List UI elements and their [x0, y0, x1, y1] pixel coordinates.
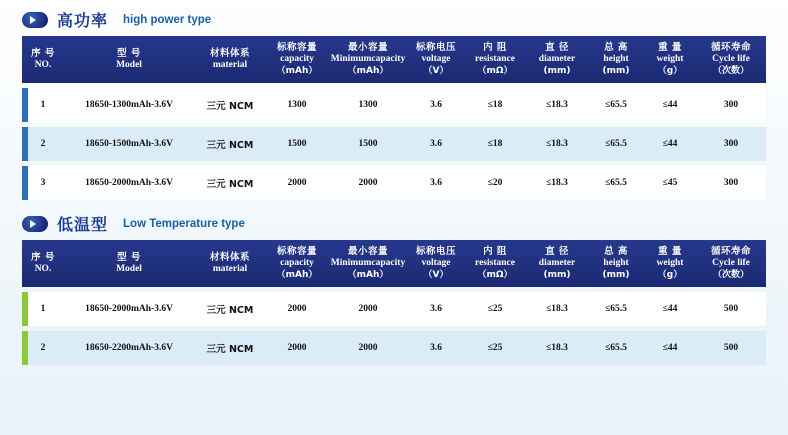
cell-no: 2	[22, 331, 64, 365]
section-title-cn: 低温型	[57, 215, 109, 234]
cell-resistance: ≤18	[464, 127, 526, 161]
cell-capacity: 2000	[266, 166, 328, 200]
cell-voltage: 3.6	[408, 166, 464, 200]
cell-material: 三元 NCM	[194, 166, 266, 200]
col-height: 总 高 height (mm)	[588, 36, 644, 83]
cell-height: ≤65.5	[588, 166, 644, 200]
table-row	[22, 88, 766, 122]
col-resistance: 内 阻 resistance （mΩ）	[464, 36, 526, 83]
table-row	[22, 331, 766, 365]
cell-voltage: 3.6	[408, 127, 464, 161]
cell-diameter: ≤18.3	[526, 127, 588, 161]
cell-voltage: 3.6	[408, 88, 464, 122]
cell-cycle-life: 300	[696, 166, 766, 200]
cell-diameter: ≤18.3	[526, 292, 588, 326]
cell-height: ≤65.5	[588, 292, 644, 326]
cell-no: 3	[22, 166, 64, 200]
col-min-capacity: 最小容量 Minimumcapacity （mAh）	[328, 36, 408, 83]
cell-weight: ≤44	[644, 127, 696, 161]
col-diameter: 直 径 diameter (mm)	[526, 240, 588, 287]
cell-material: 三元 NCM	[194, 127, 266, 161]
cell-model: 18650-1500mAh-3.6V	[64, 127, 194, 161]
cell-min-capacity: 2000	[328, 331, 408, 365]
cell-model: 18650-2000mAh-3.6V	[64, 292, 194, 326]
table-low-temperature	[22, 240, 766, 365]
col-min-capacity: 最小容量 Minimumcapacity （mAh）	[328, 240, 408, 287]
table-row	[22, 127, 766, 161]
col-model: 型 号 Model	[64, 36, 194, 83]
cell-weight: ≤44	[644, 331, 696, 365]
cell-voltage: 3.6	[408, 292, 464, 326]
cell-weight: ≤45	[644, 166, 696, 200]
cell-height: ≤65.5	[588, 88, 644, 122]
cell-resistance: ≤20	[464, 166, 526, 200]
cell-min-capacity: 1500	[328, 127, 408, 161]
cell-cycle-life: 300	[696, 127, 766, 161]
cell-diameter: ≤18.3	[526, 331, 588, 365]
section-header-high-power	[22, 0, 766, 36]
cell-capacity: 2000	[266, 331, 328, 365]
arrow-circle-icon	[22, 12, 48, 28]
cell-resistance: ≤18	[464, 88, 526, 122]
col-no: 序 号 NO.	[22, 240, 64, 287]
col-material: 材料体系 material	[194, 240, 266, 287]
table-row	[22, 166, 766, 200]
cell-diameter: ≤18.3	[526, 166, 588, 200]
col-voltage: 标称电压 voltage （V）	[408, 36, 464, 83]
table-header-row	[22, 240, 766, 287]
cell-capacity: 1500	[266, 127, 328, 161]
col-diameter: 直 径 diameter (mm)	[526, 36, 588, 83]
cell-no: 1	[22, 292, 64, 326]
table-header-row	[22, 36, 766, 83]
arrow-circle-icon	[22, 216, 48, 232]
cell-no: 2	[22, 127, 64, 161]
col-capacity: 标称容量 capacity （mAh）	[266, 240, 328, 287]
cell-cycle-life: 500	[696, 292, 766, 326]
cell-material: 三元 NCM	[194, 88, 266, 122]
col-height: 总 高 height (mm)	[588, 240, 644, 287]
section-title-cn: 高功率	[57, 11, 109, 30]
col-voltage: 标称电压 voltage （V）	[408, 240, 464, 287]
col-no: 序 号 NO.	[22, 36, 64, 83]
cell-min-capacity: 2000	[328, 166, 408, 200]
table-row	[22, 292, 766, 326]
cell-cycle-life: 500	[696, 331, 766, 365]
cell-resistance: ≤25	[464, 292, 526, 326]
col-model: 型 号 Model	[64, 240, 194, 287]
cell-voltage: 3.6	[408, 331, 464, 365]
col-weight: 重 量 weight （g）	[644, 36, 696, 83]
cell-diameter: ≤18.3	[526, 88, 588, 122]
cell-min-capacity: 2000	[328, 292, 408, 326]
cell-cycle-life: 300	[696, 88, 766, 122]
col-cycle-life: 循环寿命 Cycle life （次数）	[696, 240, 766, 287]
section-header-low-temperature	[22, 204, 766, 240]
table-high-power	[22, 36, 766, 200]
cell-height: ≤65.5	[588, 127, 644, 161]
cell-resistance: ≤25	[464, 331, 526, 365]
section-title-en: Low Temperature type	[123, 217, 245, 230]
cell-no: 1	[22, 88, 64, 122]
col-material: 材料体系 material	[194, 36, 266, 83]
cell-model: 18650-1300mAh-3.6V	[64, 88, 194, 122]
cell-height: ≤65.5	[588, 331, 644, 365]
cell-weight: ≤44	[644, 292, 696, 326]
col-weight: 重 量 weight （g）	[644, 240, 696, 287]
col-resistance: 内 阻 resistance （mΩ）	[464, 240, 526, 287]
cell-min-capacity: 1300	[328, 88, 408, 122]
section-title-en: high power type	[123, 13, 212, 26]
cell-weight: ≤44	[644, 88, 696, 122]
cell-model: 18650-2200mAh-3.6V	[64, 331, 194, 365]
cell-material: 三元 NCM	[194, 292, 266, 326]
col-capacity: 标称容量 capacity （mAh）	[266, 36, 328, 83]
cell-material: 三元 NCM	[194, 331, 266, 365]
cell-capacity: 1300	[266, 88, 328, 122]
cell-capacity: 2000	[266, 292, 328, 326]
col-cycle-life: 循环寿命 Cycle life （次数）	[696, 36, 766, 83]
cell-model: 18650-2000mAh-3.6V	[64, 166, 194, 200]
